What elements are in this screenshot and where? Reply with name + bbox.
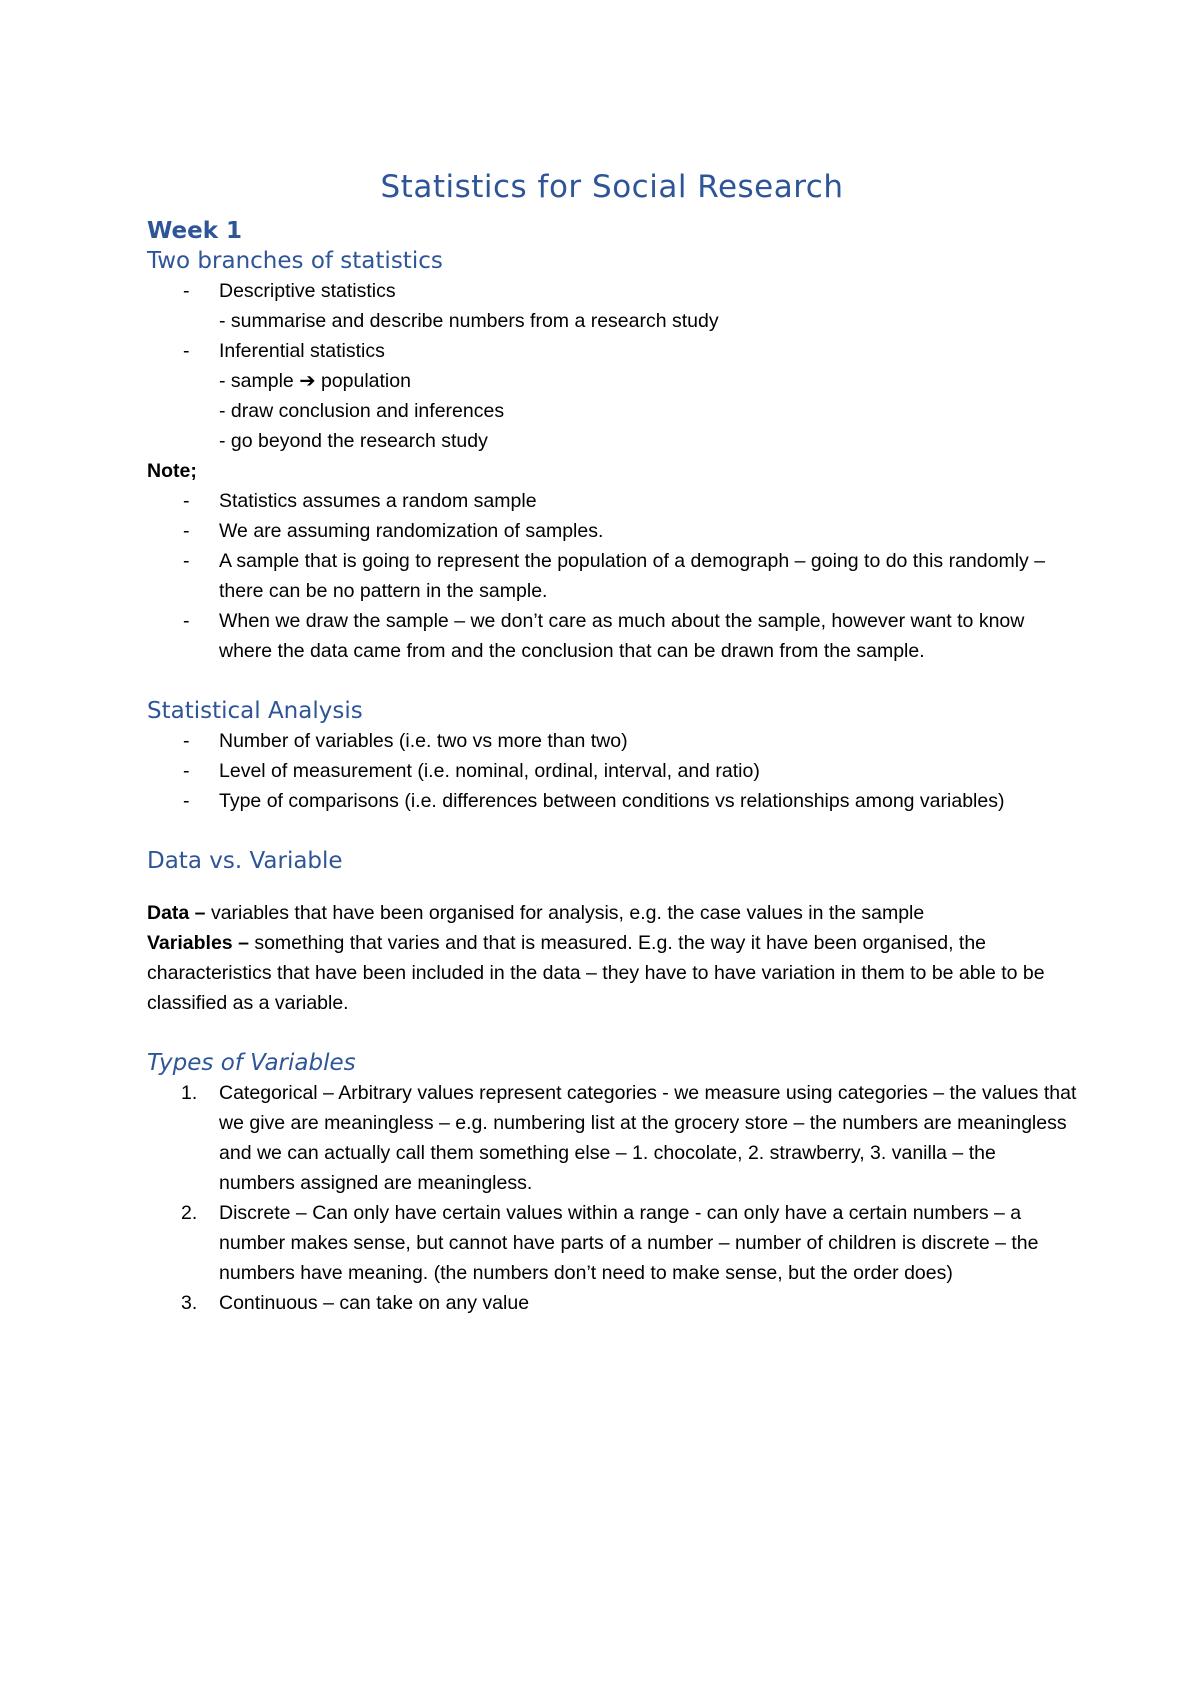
variable-definition: [147, 928, 1077, 1018]
section-heading-branches: Two branches of statistics: [147, 248, 443, 274]
list-item: [147, 336, 1077, 456]
list-item: - Statistics assumes a random sample: [147, 486, 1077, 516]
section-heading-types: Types of Variables: [147, 1050, 356, 1076]
list-item: [147, 276, 1077, 336]
list-item-text: Discrete – Can only have certain values within a range - can only have a certain numbers – a number makes sense, but cannot have parts of a number – number of children is discrete – the numbers have meaning. (the numbers don’t need to make sense, but the order does): [219, 1202, 1039, 1284]
section-heading-data-vs-variable: Data vs. Variable: [147, 848, 343, 874]
list-item: [147, 1198, 1077, 1288]
list-sub-item: - sample ➔ population: [219, 370, 411, 392]
note-block: [147, 456, 1077, 666]
variable-def-text: something that varies and that is measured. E.g. the way it have been organised, the characteristics that have been included in the data – they have to have variation in them to be able to be classified as a variable.: [147, 932, 1045, 1014]
list-item: - When we draw the sample – we don’t care as much about the sample, however want to know where the data came from and the conclusion that can be drawn from the sample.: [147, 606, 1077, 666]
list-item-text: Categorical – Arbitrary values represent categories - we measure using categories – the values that we give are meaningless – e.g. numbering list at the grocery store – the numbers are meaningless and we can actually call them something else – 1. chocolate, 2. strawberry, 3. vanilla – the numbers assigned are meaningless.: [219, 1082, 1077, 1194]
list-item: - A sample that is going to represent the population of a demograph – going to do this randomly – there can be no pattern in the sample.: [147, 546, 1077, 606]
list-item-text: Continuous – can take on any value: [219, 1292, 530, 1314]
analysis-list: [147, 726, 1077, 816]
list-number: 1.: [181, 1082, 198, 1104]
data-def-text: variables that have been organised for analysis, e.g. the case values in the sample: [205, 902, 925, 924]
list-item-label: Descriptive statistics: [219, 280, 396, 302]
list-number: 2.: [181, 1202, 198, 1224]
list-sub-item: - summarise and describe numbers from a research study: [219, 310, 719, 332]
list-item: - Type of comparisons (i.e. differences between conditions vs relationships among variables): [147, 786, 1077, 816]
list-sub-item: - draw conclusion and inferences: [219, 400, 505, 422]
data-definition: [147, 898, 1077, 928]
variable-term: Variables –: [147, 932, 249, 954]
list-item: [147, 1288, 1077, 1318]
data-term: Data –: [147, 902, 206, 924]
list-item: - Number of variables (i.e. two vs more than two): [147, 726, 1077, 756]
list-item-label: Inferential statistics: [219, 340, 385, 362]
list-sub-item: - go beyond the research study: [219, 430, 488, 452]
list-item: [147, 1078, 1077, 1198]
note-label: Note;: [147, 460, 197, 482]
list-number: 3.: [181, 1292, 198, 1314]
list-item: - We are assuming randomization of samples.: [147, 516, 1077, 546]
section-heading-analysis: Statistical Analysis: [147, 698, 363, 724]
note-list: [147, 486, 1077, 666]
week-heading: Week 1: [147, 218, 243, 244]
list-item: - Level of measurement (i.e. nominal, ordinal, interval, and ratio): [147, 756, 1077, 786]
document-title: Statistics for Social Research: [380, 169, 844, 205]
types-list: [147, 1078, 1077, 1318]
branches-list: [147, 276, 1077, 456]
document-content: [147, 168, 1077, 1318]
